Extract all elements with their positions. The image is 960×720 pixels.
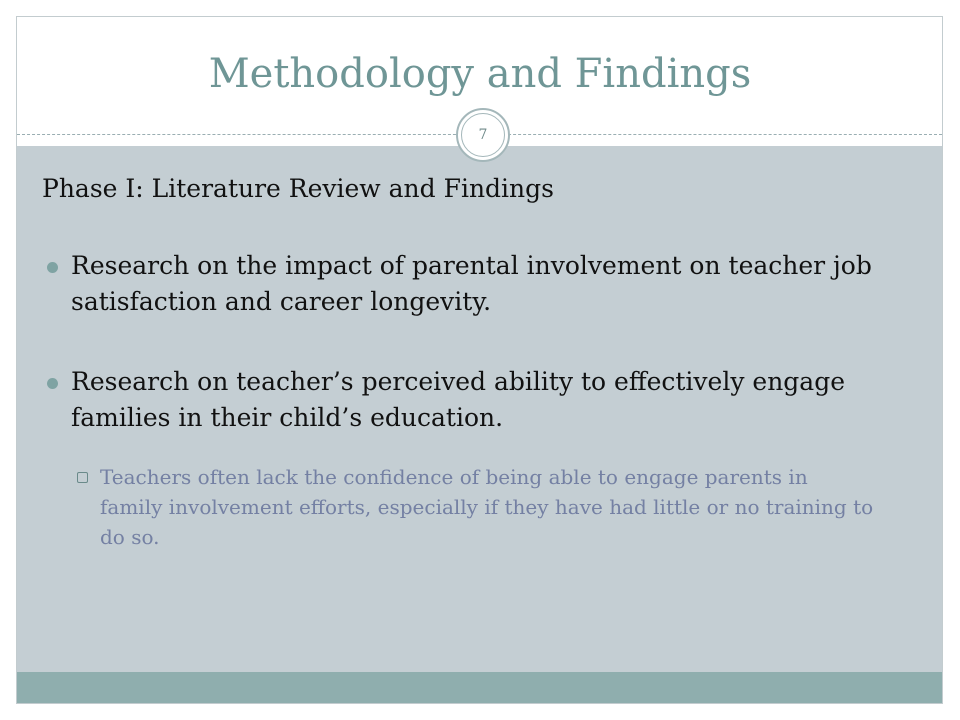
round-dot-icon xyxy=(47,262,58,273)
page-number: 7 xyxy=(461,113,505,157)
section-heading: Phase I: Literature Review and Findings xyxy=(42,174,554,203)
square-outline-icon xyxy=(77,472,88,483)
bullet-item xyxy=(42,364,902,436)
page-number-badge xyxy=(456,108,510,162)
bullet-text: Research on teacher’s perceived ability to effectively engage families in their child’s education. xyxy=(71,367,846,432)
bullet-text: Research on the impact of parental involvement on teacher job satisfaction and career longevity. xyxy=(71,251,872,316)
bullet-item xyxy=(42,248,902,320)
round-dot-icon xyxy=(47,378,58,389)
slide-title: Methodology and Findings xyxy=(208,51,752,97)
footer-band xyxy=(17,672,942,703)
sub-bullet-text: Teachers often lack the confidence of being able to engage parents in family involvement efforts, especially if they have had little or no training to do so. xyxy=(100,465,874,549)
sub-bullet-item xyxy=(75,462,875,552)
